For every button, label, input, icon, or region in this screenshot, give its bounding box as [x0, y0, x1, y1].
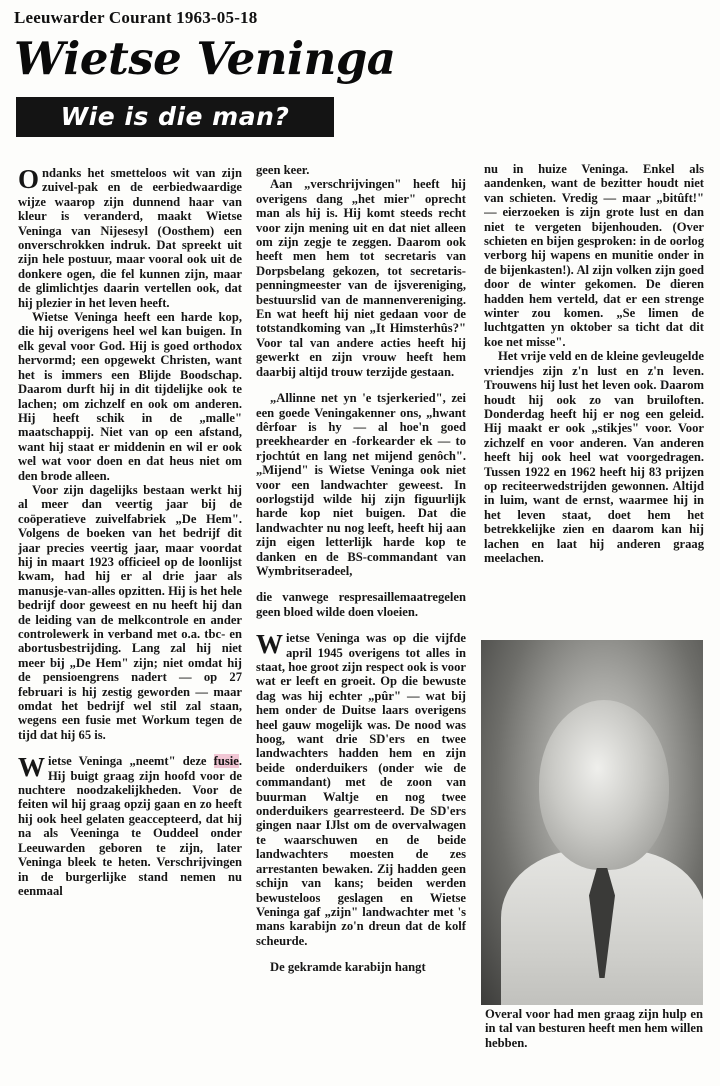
article-column-2 [256, 163, 466, 1076]
paragraph: „Allinne net yn 'e tsjerkeried", zei een goede Veningakenner ons, „hwant dêrfoar is hy — al hoe'n goed preekhearder en -forkearder ek — to rjochtút en lang net mijend genôch". „Mijend" is Wietse Veninga ook niet voor een landwachter geweest. In oorlogstijd wilde hij zijn figuurlijk harde kop niet buigen. Dat die landwachter nu nog leeft, heeft hij aan zijn eigen letterlijk harde kop te danken en de BS-commandant van Wymbritseradeel, [256, 391, 466, 578]
article-column-1 [18, 166, 242, 1076]
paragraph: Ondanks het smetteloos wit van zijn zuivel-pak en de eerbiedwaardige wijze waarop zijn dunnend haar van kleur is veranderd, maakt Wietse Veninga van Nijesesyl (Oosthem) een onverschrokken indruk. Dat spreekt uit zijn hele postuur, maar vooral ook uit de donkere ogen, die fel kunnen zijn, maar de glimlichtjes daarin vertellen ook, dat hij plezier in het leven heeft. [18, 166, 242, 310]
paragraph: geen keer. [256, 163, 310, 177]
drop-cap: W [18, 752, 45, 783]
paragraph: Voor zijn dagelijks bestaan werkt hij al meer dan veertig jaar bij de coöperatieve zuivelfabriek „De Hem". Volgens de boeken van het bedrijf dit jaar precies veertig jaar, maar voordat hij in maart 1923 officieel op de loonlijst kwam, had hij er al drie jaar als manusje-van-alles opzitten. Hij is het hele bedrijf door geweest en nu heeft hij dan de leiding van de melkcontrole en ander controlewerk in verband met o.a. tbc- en abortusbestrijding. Lang zal hij niet meer bij „De Hem" zijn; niet omdat hij de pensioengrens nadert — op 27 februari is hij zestig geworden — maar omdat het bedrijf wel stil zal staan, wegens een fusie met Workum tegen de tijd dat hij 65 is. [18, 482, 242, 742]
paragraph: Wietse Veninga „neemt" deze fusie. Hij buigt graag zijn hoofd voor de nuchtere noodzakelijkheden. Voor de feiten wil hij graag opzij gaan en zo heeft hij ook heel gelaten geaccepteerd, dat hij na als Veeninga te Ouddeel onder Leeuwarden geboren te zijn, later Veninga bleek te heten. Verschrijvingen in de burgerlijke stand nemen nu eenmaal [18, 752, 242, 898]
paragraph: De gekramde karabijn hangt [270, 960, 426, 975]
headline: Wietse Veninga [14, 32, 396, 85]
newspaper-source: Leeuwarder Courant 1963-05-18 [14, 8, 258, 27]
article-column-3 [484, 162, 704, 634]
paragraph: die vanwege respresaillemaatregelen geen bloed wilde doen vloeien. [256, 590, 466, 619]
drop-cap: W [256, 629, 283, 660]
photo-caption: Overal voor had men graag zijn hulp en in tal van besturen heeft men hem willen hebben. [485, 1007, 703, 1050]
paragraph: Wietse Veninga was op die vijfde april 1945 overigens tot alles in staat, hoe groot zijn respect ook is voor wat er leeft en groeit. Op die bewuste dag was hij echter „pûr" — wat bij hem onder de Duitse laars overigens heel gauw mogelijk was. De nood was hoog, want drie SD'ers en twee landwachters hadden hem en zijn beide onderduikers (onder wie de commandant) met de zoon van buurman Waltje en nog twee onderduikers gearresteerd. De SD'ers gingen naar IJlst om de overvalwagen te waarschuwen en de beide landwachters moesten de zes arrestanten bewaken. Zij hadden geen schijn van kans; beiden werden bewusteloos geslagen en Wietse Veninga gaf „zijn" landwachter met 's mans karabijn zo'n dreun dat de kolf scheurde. [256, 629, 466, 948]
drop-cap: O [18, 166, 40, 194]
highlighted-word: fusie [213, 754, 239, 769]
paragraph: Wietse Veninga heeft een harde kop, die hij overigens heel wel kan buigen. In elk geval voor God. Hij is goed orthodox hervormd; een opgewekt Christen, want het is immers een Blijde Boodschap. Daarom durft hij in dit tijdelijke ook te lachen; om zichzelf en ook om anderen. Hij heeft schik in de „malle" maatschappij. Niet van op een afstand, want hij staat er middenin en wil er ook wel wat voor doen en dat heus niet om den brode alleen. [18, 310, 242, 483]
paragraph: Het vrije veld en de kleine gevleugelde vriendjes zijn z'n lust en z'n leven. Trouwens hij lust het leven ook. Daarom houdt hij ook zo van bruiloften. Donderdag heeft hij er nog een geleid. Hij maakt er ook „stikjes" voor. Voor zichzelf en voor anderen. Van anderen heeft hij ook heel wat voorgedragen. Tussen 1922 en 1962 heeft hij 83 prijzen op reciteerwedstrijden gewonnen. Altijd in luim, want de ernst, waarmee hij in het leven staat, doet hem het betrekkelijke zien en daarom kan hij lachen en laat hij anderen graag meelachen. [484, 349, 704, 565]
photo-head [539, 700, 669, 870]
kicker-banner: Wie is die man? [16, 97, 334, 137]
paragraph: nu in huize Veninga. Enkel als aandenken, want de bezitter houdt niet van schieten. Vredig — maar „bitûft!" — eierzoeken is zijn grote lust en dan niet te vergeten bijenhouden. (Over schieten en bijen gesproken: in de oorlog verborg hij wapens en munitie onder in de bijenkasten!). Al zijn volken zijn goed door de winter gekomen. De dieren hadden hem verteld, dat er een strenge winter zou komen. „Se limen de luchtgatten yn oktober sa ticht dat dit koe net misse". [484, 162, 704, 349]
portrait-photo [481, 640, 703, 1005]
paragraph: Aan „verschrijvingen" heeft hij overigens dang „het mier" oprecht man als hij is. Hij komt steeds recht voor zijn mening uit en dat niet alleen om zijn zegje te zeggen. Daarom ook heeft men hem tot secretaris van Dorpsbelang gekozen, tot secretaris-penningmeester van de ijsvereniging, bestuurslid van de mannenvereniging. En wat heeft hij niet gedaan voor de totstandkoming van „It Himsterhûs?" Voor tal van andere acties heeft hij gewerkt en zijn vrouw heeft hem daarbij altijd trouw terzijde gestaan. [256, 177, 466, 379]
